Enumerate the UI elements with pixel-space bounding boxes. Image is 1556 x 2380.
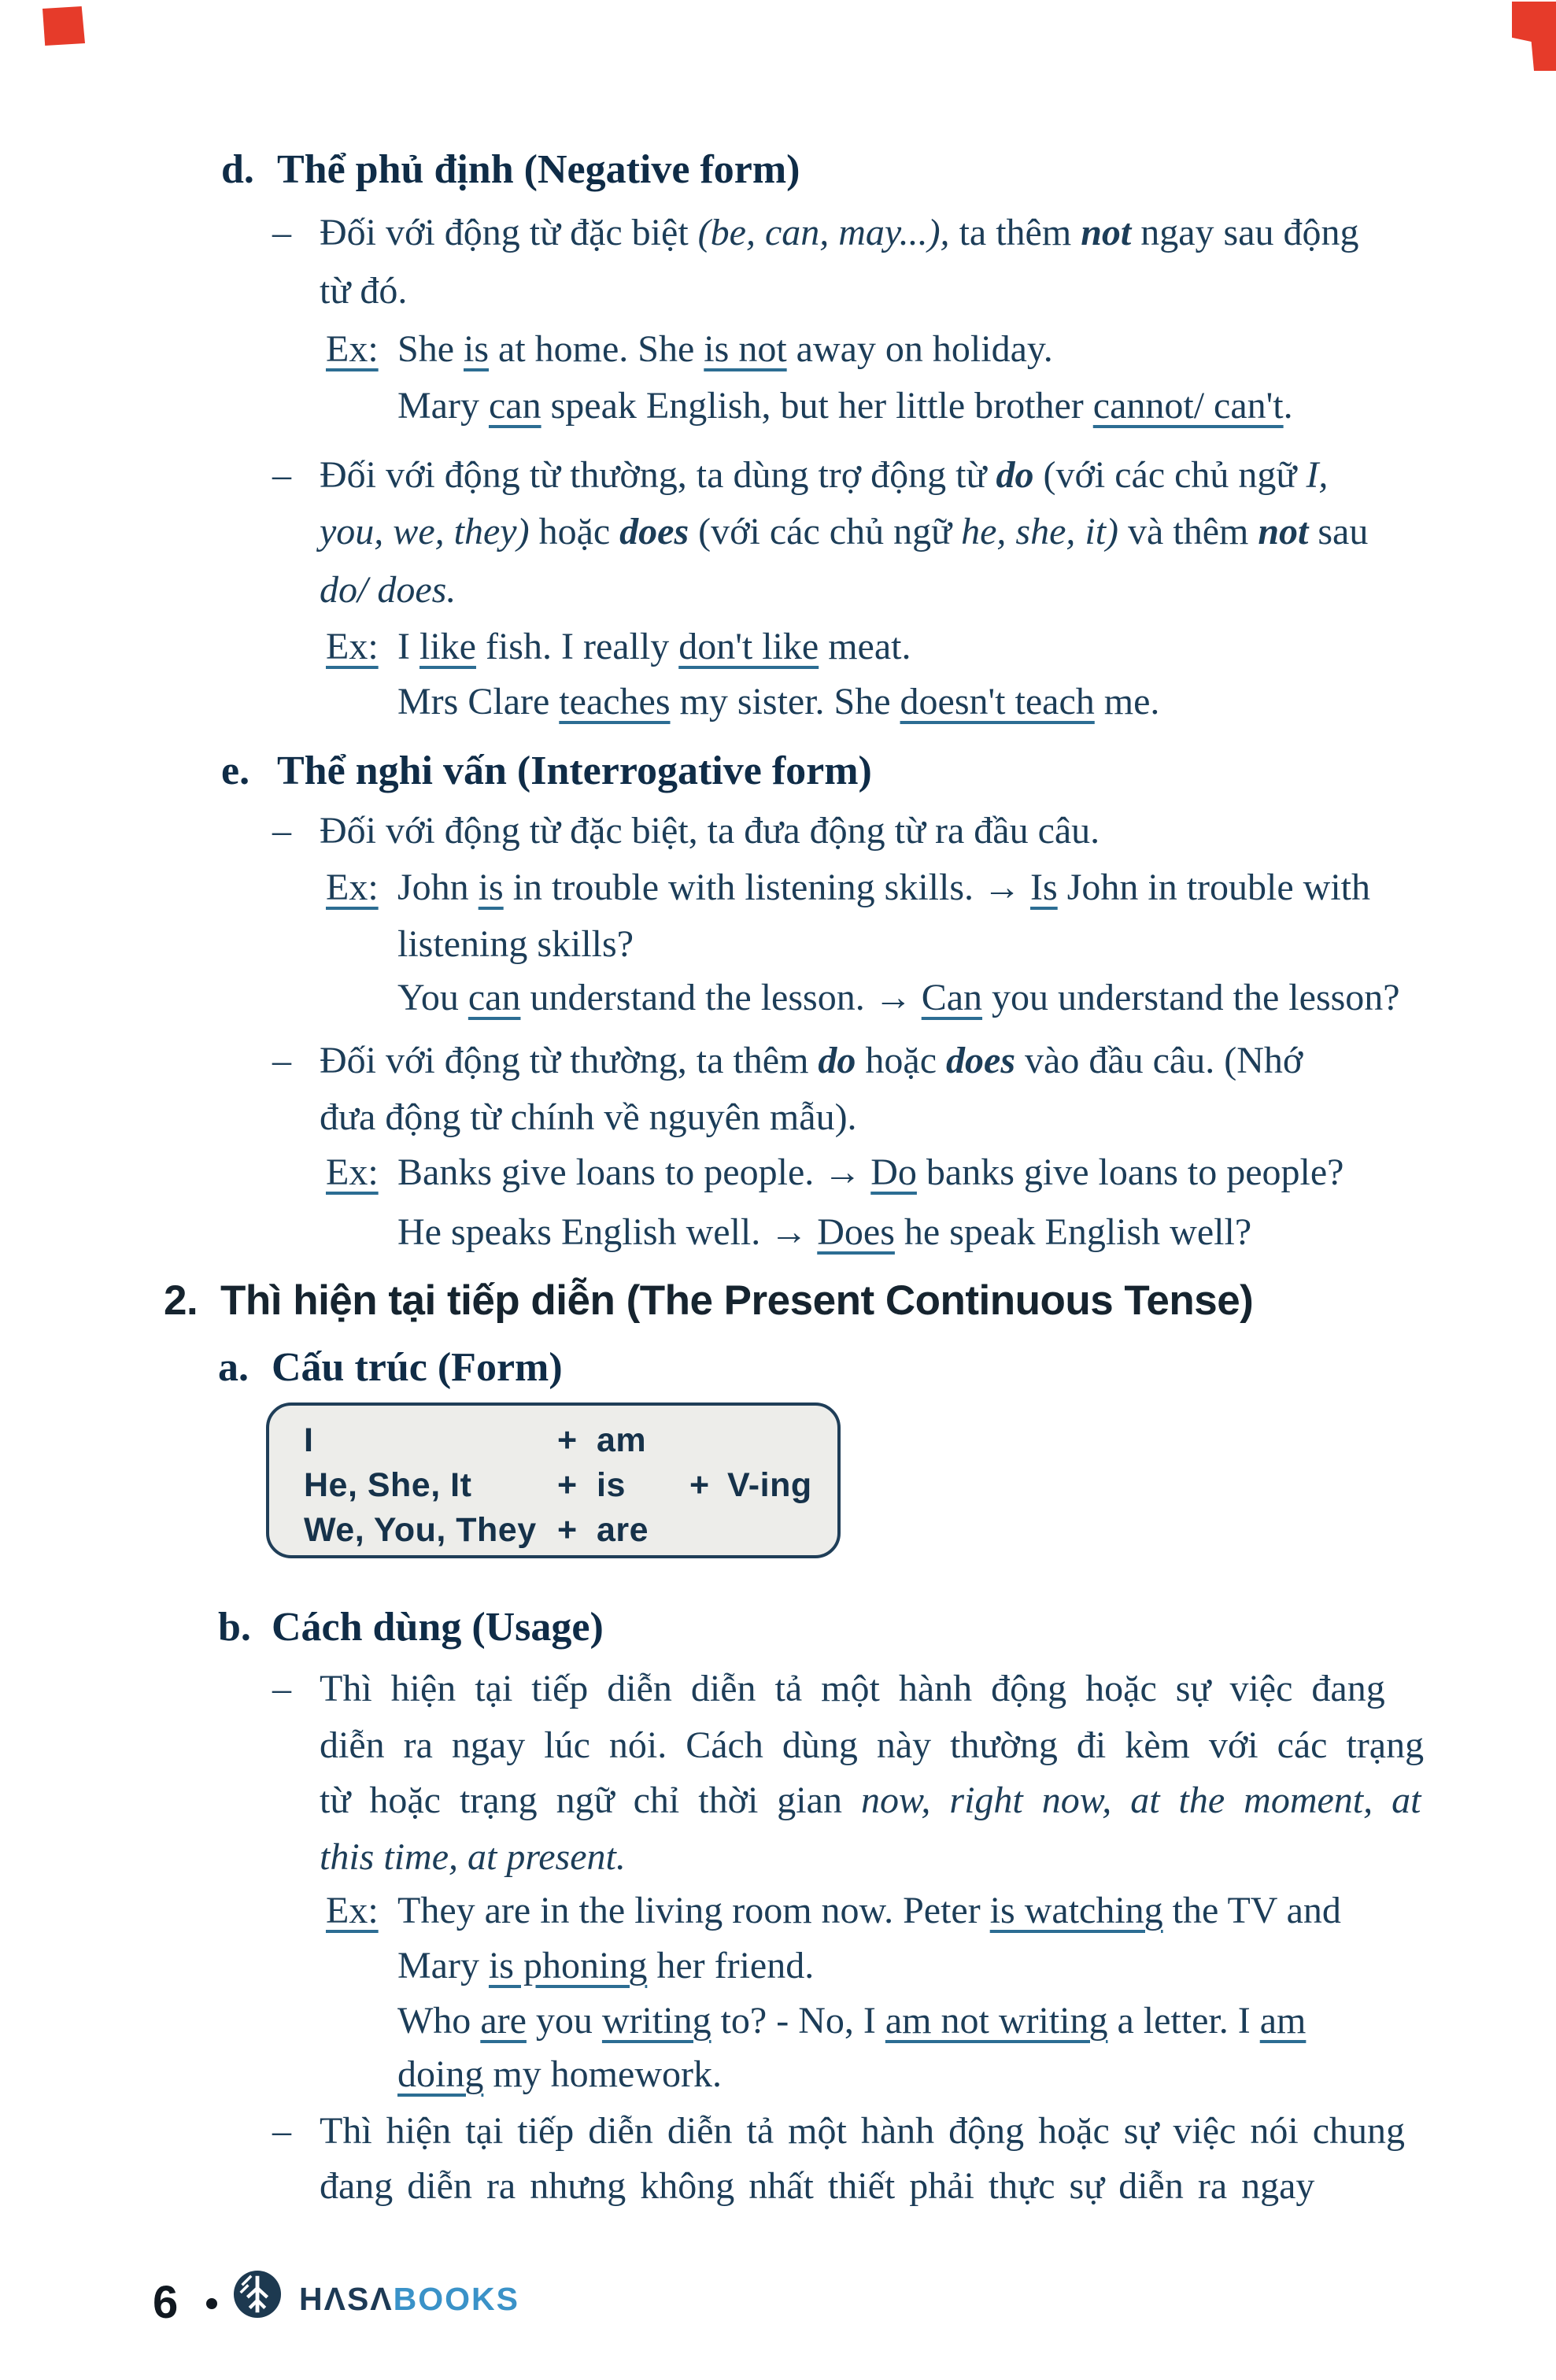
text-segment: (be, can, may...),: [697, 212, 950, 253]
rule-special-verbs-question: [272, 809, 1100, 853]
example-label: Ex:: [326, 626, 379, 667]
form-box-cell: +: [557, 1511, 578, 1549]
text-segment: my sister. She: [670, 681, 900, 722]
text-segment: am not writing: [885, 2000, 1108, 2042]
text-segment: cannot/ can't: [1092, 385, 1284, 427]
text-segment: You: [397, 977, 468, 1018]
text-segment: understand the lesson. →: [520, 977, 922, 1018]
dash-bullet-icon: –: [272, 2110, 291, 2152]
text-segment: my homework.: [483, 2053, 722, 2095]
text-segment: Cấu trúc (Form): [272, 1345, 563, 1390]
text-segment: sau: [1308, 511, 1369, 552]
text-segment: not: [1258, 511, 1309, 552]
example-continuation: [397, 680, 1159, 724]
example-continuation: [397, 1210, 1251, 1255]
text-segment: Does: [817, 1211, 895, 1253]
form-box-cell: +: [557, 1421, 578, 1459]
dash-bullet-icon: –: [272, 1040, 291, 1081]
text-segment: you, we, they): [320, 511, 530, 552]
brand-wordmark: [299, 2281, 519, 2318]
brand-primary-text: HΛSΛ: [299, 2281, 394, 2317]
text-segment: Thì hiện tại tiếp diễn diễn tả một hành động hoặc sự việc nói chung: [320, 2110, 1406, 2152]
red-scan-mark-top-left: [43, 6, 85, 46]
heading-present-continuous: [164, 1277, 1253, 1325]
text-segment: Mrs Clare: [397, 681, 560, 722]
text-segment: từ đó.: [320, 270, 408, 312]
text-segment: can: [488, 385, 541, 427]
text-segment: he, she, it): [961, 511, 1119, 552]
text-segment: (với các chủ ngữ: [689, 511, 962, 552]
form-box-cell: am: [597, 1421, 647, 1459]
text-segment: John: [397, 867, 479, 908]
text-segment: is not: [704, 328, 787, 370]
usage-continuation: [320, 1779, 1421, 1823]
text-segment: teaches: [559, 681, 671, 722]
text-segment: Đối với động từ đặc biệt: [320, 212, 698, 253]
text-segment: Do: [870, 1151, 917, 1193]
item-label: a.: [218, 1345, 249, 1390]
form-box-cell: are: [597, 1511, 649, 1549]
example-label: Ex:: [326, 328, 379, 370]
text-segment: now, right now, at the moment, at: [860, 1779, 1421, 1821]
text-segment: Đối với động từ đặc biệt, ta đưa động từ ra đầu câu.: [320, 810, 1100, 852]
text-segment: does: [619, 511, 689, 552]
example-continuation: [397, 2053, 722, 2097]
hasabooks-logo-icon: [233, 2270, 282, 2319]
example-continuation: [397, 384, 1293, 428]
text-segment: at home. She: [489, 328, 704, 370]
text-segment: đưa động từ chính về nguyên mẫu).: [320, 1096, 857, 1138]
text-segment: are: [480, 2000, 527, 2042]
text-segment: I,: [1306, 454, 1329, 496]
example-line: [326, 625, 911, 669]
dash-bullet-icon: –: [272, 212, 291, 253]
text-segment: is watching: [989, 1890, 1163, 1931]
text-segment: don't like: [678, 626, 819, 667]
text-segment: Can: [921, 977, 983, 1018]
text-segment: listening skills?: [397, 923, 634, 965]
text-segment: Cách dùng (Usage): [272, 1605, 604, 1650]
form-box-cell: +: [557, 1466, 578, 1504]
rule-continuation: [320, 269, 407, 313]
usage-continuation: [320, 1724, 1424, 1768]
form-box-cell: We, You, They: [304, 1511, 537, 1549]
text-segment: He speaks English well. →: [397, 1211, 818, 1253]
text-segment: doesn't teach: [900, 681, 1095, 722]
text-segment: is: [478, 867, 504, 908]
text-segment: can: [468, 977, 521, 1018]
text-segment: Banks give loans to people. →: [397, 1151, 871, 1193]
rule-continuation: [320, 510, 1368, 554]
red-scan-mark-top-right: [1512, 2, 1556, 71]
dash-bullet-icon: –: [272, 454, 291, 496]
text-segment: does: [946, 1040, 1016, 1081]
text-segment: và thêm: [1118, 511, 1258, 552]
example-continuation: [397, 976, 1400, 1020]
text-segment: in trouble with listening skills. →: [503, 867, 1031, 908]
rule-continuation: [320, 568, 456, 612]
text-segment: (với các chủ ngữ: [1033, 454, 1307, 496]
heading-usage: [218, 1604, 604, 1651]
text-segment: từ hoặc trạng ngữ chỉ thời gian: [320, 1779, 861, 1821]
present-continuous-form-box: [266, 1402, 841, 1558]
item-label: e.: [221, 748, 250, 793]
item-label: b.: [218, 1605, 251, 1650]
form-grid: [269, 1406, 837, 1553]
text-segment: ta thêm: [949, 212, 1081, 253]
form-box-cell: [727, 1418, 837, 1463]
text-segment: is phoning: [488, 1945, 648, 1986]
text-segment: They are in the living room now. Peter: [397, 1890, 990, 1931]
example-line: [326, 1889, 1341, 1933]
text-segment: speak English, but her little brother: [541, 385, 1093, 427]
rule-ordinary-verbs-question: [272, 1039, 1303, 1083]
text-segment: Thể nghi vấn (Interrogative form): [277, 748, 872, 793]
example-continuation: [397, 922, 634, 966]
text-segment: She: [397, 328, 464, 370]
dash-bullet-icon: –: [272, 810, 291, 852]
usage-rule-now: [272, 1667, 1385, 1711]
text-segment: meat.: [819, 626, 911, 667]
text-segment: do/ does.: [320, 569, 456, 611]
text-segment: .: [1283, 385, 1293, 427]
form-box-cell: He, She, It: [304, 1466, 472, 1504]
text-segment: fish. I really: [475, 626, 679, 667]
example-label: Ex:: [326, 1890, 379, 1931]
text-segment: vào đầu câu. (Nhớ: [1015, 1040, 1303, 1081]
form-box-cell: is: [597, 1466, 626, 1504]
text-segment: Đối với động từ thường, ta thêm: [320, 1040, 819, 1081]
heading-interrogative-form: [221, 748, 872, 795]
text-segment: away on holiday.: [786, 328, 1053, 370]
rule-special-verbs-negative: [272, 211, 1359, 255]
example-continuation: [397, 1999, 1306, 2043]
usage-continuation: [320, 2164, 1314, 2208]
example-line: [326, 327, 1053, 371]
form-box-cell: [689, 1418, 727, 1463]
text-segment: am: [1259, 2000, 1307, 2042]
form-box-cell: [689, 1508, 727, 1553]
form-box-cell: V-ing: [727, 1466, 812, 1504]
text-segment: hoặc: [856, 1040, 947, 1081]
text-segment: he speak English well?: [894, 1211, 1252, 1253]
item-label: d.: [221, 147, 254, 192]
text-segment: đang diễn ra nhưng không nhất thiết phải thực sự diễn ra ngay: [320, 2165, 1315, 2207]
text-segment: me.: [1094, 681, 1160, 722]
text-segment: Mary: [397, 1945, 489, 1986]
usage-rule-general: [272, 2109, 1405, 2153]
text-segment: the TV and: [1162, 1890, 1341, 1931]
form-box-cell: I: [304, 1421, 314, 1459]
page-number: 6: [153, 2277, 179, 2328]
text-segment: John in trouble with: [1057, 867, 1371, 908]
item-label: 2.: [164, 1277, 198, 1324]
text-segment: diễn ra ngay lúc nói. Cách dùng này thường đi kèm với các trạng: [320, 1724, 1425, 1766]
example-label: Ex:: [326, 867, 379, 908]
page-footer: [0, 2264, 1556, 2334]
text-segment: Is: [1030, 867, 1058, 908]
text-segment: you: [526, 2000, 602, 2042]
text-segment: banks give loans to people?: [916, 1151, 1344, 1193]
text-segment: Đối với động từ thường, ta dùng trợ động từ: [320, 454, 996, 496]
text-segment: Thì hiện tại tiếp diễn (The Present Continuous Tense): [220, 1277, 1254, 1324]
text-segment: a letter. I: [1107, 2000, 1260, 2042]
brand-secondary-text: BOOKS: [393, 2281, 520, 2317]
text-segment: not: [1081, 212, 1132, 253]
text-segment: Thể phủ định (Negative form): [277, 147, 800, 192]
text-segment: you understand the lesson?: [982, 977, 1400, 1018]
usage-continuation: [320, 1835, 626, 1879]
form-box-cell: +: [689, 1466, 710, 1504]
text-segment: Who: [397, 2000, 481, 2042]
example-line: [326, 866, 1370, 910]
text-segment: Mary: [397, 385, 489, 427]
text-segment: Thì hiện tại tiếp diễn diễn tả một hành động hoặc sự việc đang: [320, 1668, 1385, 1709]
text-segment: hoặc: [529, 511, 620, 552]
text-segment: I: [397, 626, 419, 667]
text-segment: her friend.: [647, 1945, 815, 1986]
text-segment: writing: [601, 2000, 711, 2042]
dash-bullet-icon: –: [272, 1668, 291, 1709]
text-segment: ngay sau động: [1131, 212, 1359, 253]
text-segment: like: [419, 626, 476, 667]
dot-separator-icon: [206, 2298, 217, 2309]
example-line: [326, 1151, 1343, 1195]
rule-continuation: [320, 1096, 857, 1140]
text-segment: do: [996, 454, 1034, 496]
text-segment: is: [464, 328, 490, 370]
text-segment: do: [818, 1040, 856, 1081]
text-segment: this time, at present.: [320, 1836, 626, 1878]
heading-negative-form: [221, 146, 800, 194]
text-segment: doing: [397, 2053, 484, 2095]
form-box-cell: [727, 1508, 837, 1553]
example-label: Ex:: [326, 1151, 379, 1193]
text-segment: to? - No, I: [711, 2000, 885, 2042]
rule-ordinary-verbs-negative: [272, 453, 1328, 497]
example-continuation: [397, 1944, 814, 1988]
heading-form: [218, 1344, 563, 1391]
